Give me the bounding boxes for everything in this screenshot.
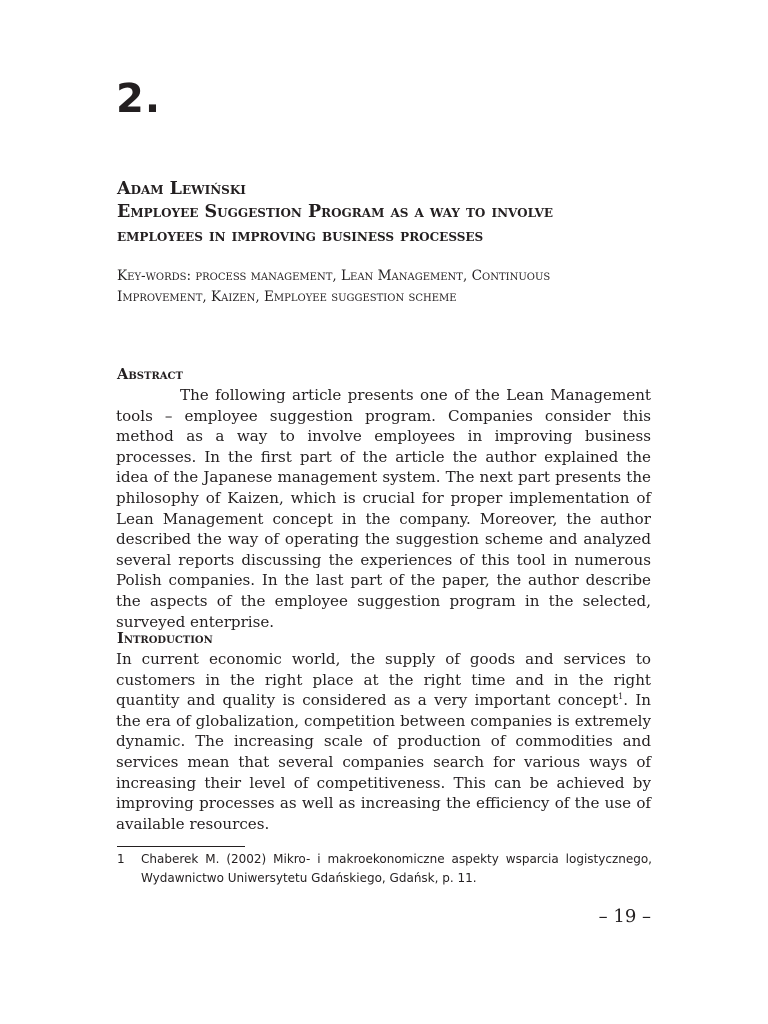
- article-title: [117, 200, 657, 248]
- abstract-section: [116, 364, 651, 632]
- introduction-text: [116, 649, 651, 834]
- article-header: [117, 178, 657, 248]
- footnote-divider: [117, 846, 245, 847]
- footnote-reference[interactable]: 1: [618, 692, 624, 702]
- article-title-line-1: Employee Suggestion Program as a way to involve: [117, 202, 554, 222]
- abstract-text: The following article presents one of the Lean Management tools – employee suggestion program. Companies consider this method as a way to involve employees in improving business processes. In the first part of the article the author explained the idea of the Japanese management system. The next part presents the philosophy of Kaizen, which is crucial for proper implementation of Lean Management concept in the company. Moreover, the author described the way of operating the suggestion scheme and analyzed several reports discussing the experiences of this tool in numerous Polish companies. In the last part of the paper, the author describe the aspects of the employee suggestion program in the selected, surveyed enterprise.: [116, 386, 651, 631]
- footnote-text: Chaberek M. (2002) Mikro- i makroekonomiczne aspekty wsparcia logistycznego, Wydawnictwo Uniwersytetu Gdańskiego, Gdańsk, p. 11.: [141, 852, 652, 885]
- page-number: – 19 –: [598, 906, 651, 927]
- keywords-line-1: Key-words: process management, Lean Management, Continuous: [117, 268, 551, 284]
- introduction-text-part-1: In current economic world, the supply of goods and services to customers in the right place at the right time and in the right quantity and quality is considered as a very important concept: [116, 650, 651, 710]
- keywords: [117, 266, 657, 308]
- footnote-number: 1: [117, 852, 125, 866]
- introduction-text-part-2: . In the era of globalization, competition between companies is extremely dynamic. The increasing scale of production of commodities and services mean that several companies search for various ways of increasing their level of competitiveness. This can be achieved by improving processes as well as increasing the efficiency of the use of available resources.: [116, 691, 652, 833]
- chapter-number: 2.: [116, 76, 162, 122]
- introduction-heading: Introduction: [117, 630, 213, 647]
- keywords-line-2: Improvement, Kaizen, Employee suggestion scheme: [117, 289, 457, 305]
- abstract-heading: Abstract: [117, 366, 183, 383]
- article-title-line-2: employees in improving business processes: [117, 226, 484, 246]
- author-name: Adam Lewiński: [117, 179, 246, 199]
- introduction-section: [116, 628, 651, 834]
- footnote: [117, 850, 652, 887]
